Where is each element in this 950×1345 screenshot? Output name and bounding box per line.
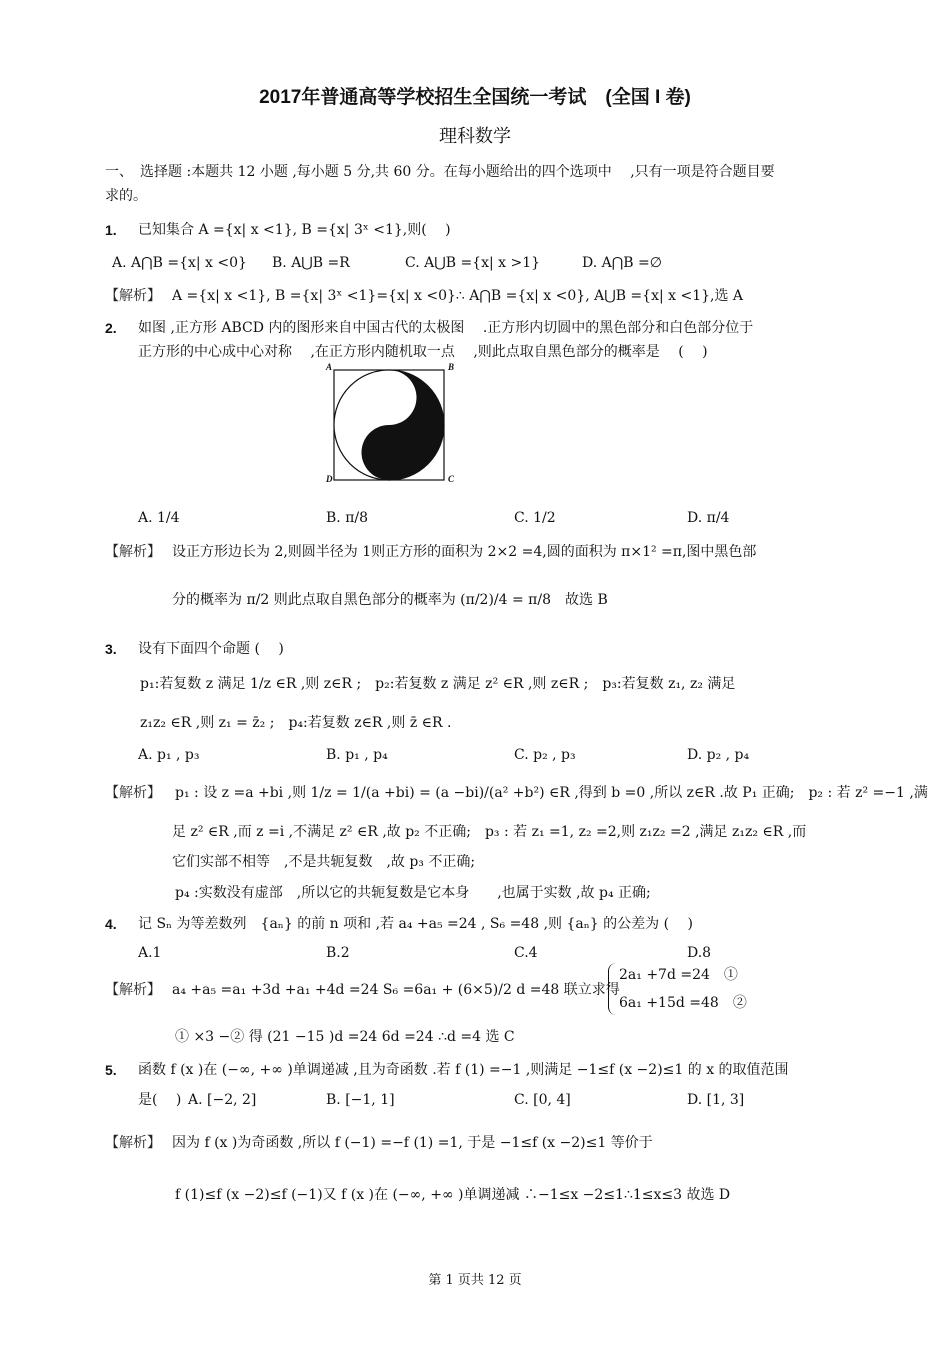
q1-option-a: A. A⋂B ={x| x <0} [112,255,247,271]
q1-stem: 已知集合 A ={x| x <1}, B ={x| 3ˣ <1},则( ) [138,222,451,238]
q5-stem-line2: 是( ) [138,1092,182,1108]
q3-proposition-line2: z₁z₂ ∈R ,则 z₁ = z̄₂ ; p₄:若复数 z∈R ,则 z̄ ∈R . [140,715,452,731]
q1-analysis: A ={x| x <1}, B ={x| 3ˣ <1}={x| x <0}∴ A⋂B ={x| x <0}, A⋃B ={x| x <1},选 A [172,288,744,304]
q3-option-d: D. p₂ , p₄ [687,747,750,763]
q4-analysis-tag: 【解析】 [105,982,161,998]
q1-number: 1. [105,222,117,238]
q3-option-c: C. p₂ , p₃ [514,747,576,763]
q4-system-brace [608,963,619,1015]
q5-option-b: B. [−1, 1] [326,1092,395,1108]
q4-stem: 记 Sₙ 为等差数列 {aₙ} 的前 n 项和 ,若 a₄ +a₅ =24 , S₆ =48 ,则 {aₙ} 的公差为 ( ) [138,916,693,932]
taiji-icon [330,366,450,484]
fig-label-d: D [326,474,333,484]
q5-number: 5. [105,1062,117,1078]
q2-stem-line2: 正方形的中心成中心对称 ,在正方形内随机取一点 ,则此点取自黑色部分的概率是 ( ) [138,344,708,360]
q5-option-a: A. [−2, 2] [188,1092,257,1108]
q2-option-d: D. π/4 [687,510,730,526]
fig-label-b: B [448,362,455,372]
q5-analysis-line2: f (1)≤f (x −2)≤f (−1)又 f (x )在 (−∞, +∞ )单调递减 ∴−1≤x −2≤1∴1≤x≤3 故选 D [175,1187,731,1203]
q3-option-a: A. p₁ , p₃ [138,747,200,763]
q2-number: 2. [105,320,117,336]
q4-system-eq2: 6a₁ +15d =48 ② [619,995,747,1011]
section-intro-line1: 一、 选择题 :本题共 12 小题 ,每小题 5 分,共 60 分。在每小题给出的四个选项中 ,只有一项是符合题目要 [105,164,775,180]
page-footer: 第 1 页共 12 页 [428,1273,522,1288]
q2-option-c: C. 1/2 [514,510,556,526]
q4-option-a: A.1 [138,945,162,961]
q5-stem-line1: 函数 f (x )在 (−∞, +∞ )单调递减 ,且为奇函数 .若 f (1) =−1 ,则满足 −1≤f (x −2)≤1 的 x 的取值范围 [138,1062,789,1078]
q2-option-b: B. π/8 [326,510,369,526]
q2-stem-line1: 如图 ,正方形 ABCD 内的图形来自中国古代的太极图 .正方形内切圆中的黑色部分和白色部分位于 [138,320,754,336]
q3-analysis-line1: p₁ : 设 z =a +bi ,则 1/z = 1/(a +bi) = (a −bi)/(a² +b²) ∈R ,得到 b =0 ,所以 z∈R .故 P₁ 正确; p₂ : 若 z² =−1 ,满 [175,785,928,801]
q4-number: 4. [105,916,117,932]
q1-option-c: C. A⋃B ={x| x >1} [405,255,541,271]
q3-number: 3. [105,641,117,657]
q3-option-b: B. p₁ , p₄ [326,747,388,763]
q3-analysis-line2: 足 z² ∈R ,而 z =i ,不满足 z² ∈R ,故 p₂ 不正确; p₃ : 若 z₁ =1, z₂ =2,则 z₁z₂ =2 ,满足 z₁z₂ ∈R ,而 [172,824,807,840]
q3-analysis-tag: 【解析】 [105,785,161,801]
q5-option-c: C. [0, 4] [514,1092,571,1108]
section-intro-line2: 求的。 [105,188,147,204]
q3-stem: 设有下面四个命题 ( ) [138,641,284,657]
q1-option-b: B. A⋃B =R [272,255,350,271]
q2-analysis-line1: 设正方形边长为 2,则圆半径为 1则正方形的面积为 2×2 =4,圆的面积为 π×1² =π,图中黑色部 [172,544,757,560]
fig-label-a: A [326,362,333,372]
taiji-figure [326,362,455,488]
q2-analysis-tag: 【解析】 [105,544,161,560]
q3-analysis-line4: p₄ :实数没有虚部 ,所以它的共轭复数是它本身 ,也属于实数 ,故 p₄ 正确; [175,885,651,901]
q5-analysis-line1: 因为 f (x )为奇函数 ,所以 f (−1) =−f (1) =1, 于是 −1≤f (x −2)≤1 等价于 [172,1135,653,1151]
q3-proposition-line1: p₁:若复数 z 满足 1/z ∈R ,则 z∈R ; p₂:若复数 z 满足 z² ∈R ,则 z∈R ; p₃:若复数 z₁, z₂ 满足 [140,676,736,692]
q4-option-c: C.4 [514,945,538,961]
q4-analysis-line1: a₄ +a₅ =a₁ +3d +a₁ +4d =24 S₆ =6a₁ + (6×5)/2 d =48 联立求得 [172,982,620,998]
page-title: 2017年普通高等学校招生全国统一考试 (全国 I 卷) [259,87,691,108]
page-subtitle: 理科数学 [439,126,511,147]
q4-option-b: B.2 [326,945,350,961]
q1-analysis-tag: 【解析】 [105,288,161,304]
q4-analysis-line2: ① ×3 −② 得 (21 −15 )d =24 6d =24 ∴d =4 选 C [175,1029,515,1045]
fig-label-c: C [448,474,455,484]
q4-option-d: D.8 [687,945,712,961]
q1-option-d: D. A⋂B =∅ [582,255,662,271]
q5-analysis-tag: 【解析】 [105,1135,161,1151]
q5-option-d: D. [1, 3] [687,1092,745,1108]
q4-system-eq1: 2a₁ +7d =24 ① [619,967,738,983]
q2-option-a: A. 1/4 [138,510,180,526]
q2-analysis-line2: 分的概率为 π/2 则此点取自黑色部分的概率为 (π/2)/4 = π/8 故选 B [172,592,608,608]
q3-analysis-line3: 它们实部不相等 ,不是共轭复数 ,故 p₃ 不正确; [172,854,476,870]
